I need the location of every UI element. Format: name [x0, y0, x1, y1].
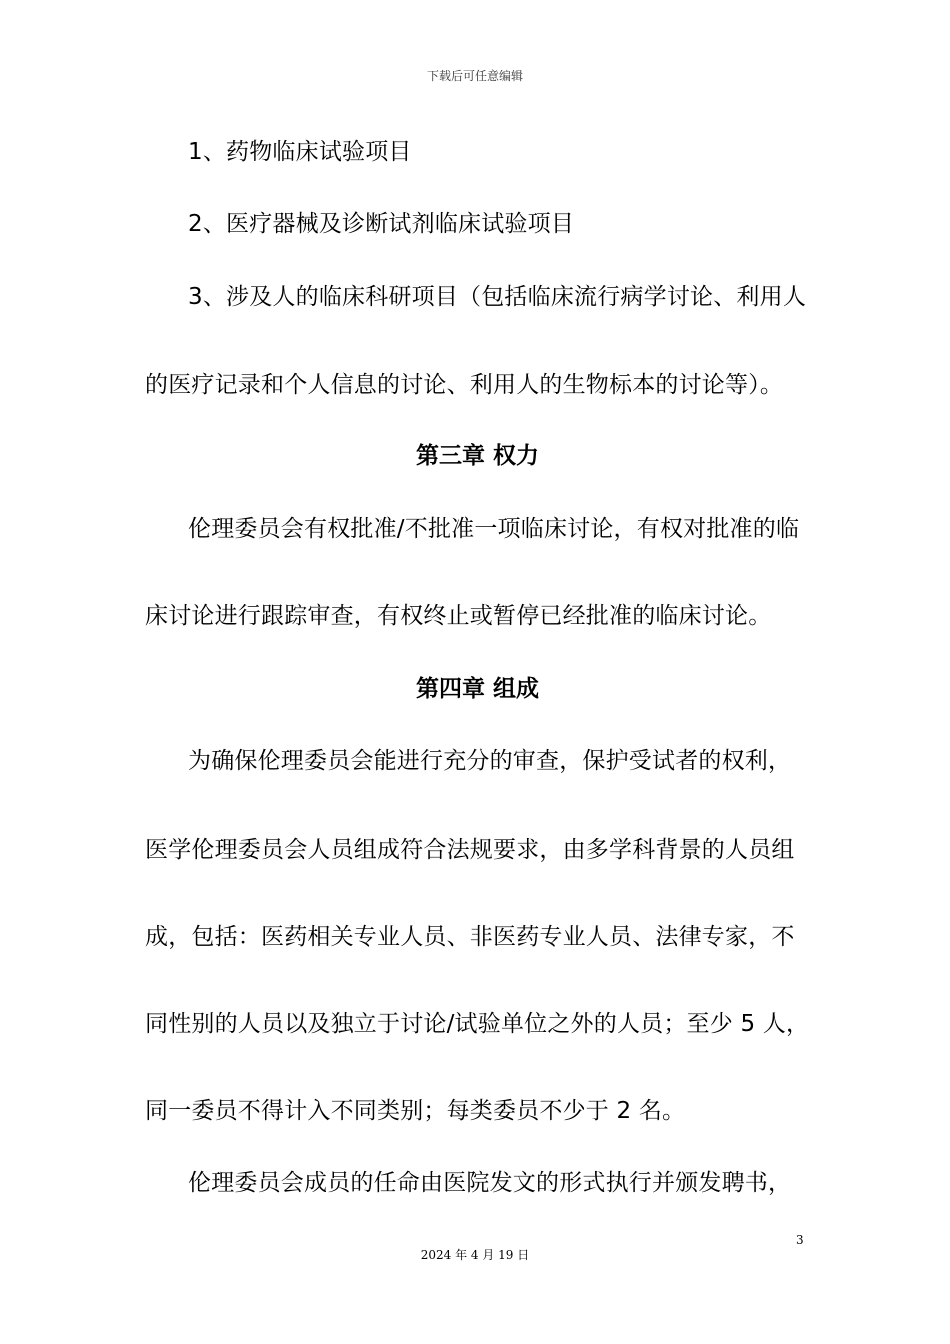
chapter-3-heading: 第三章 权力: [415, 443, 539, 469]
chapter-4-paragraph-line-4: 同性别的人员以及独立于讨论/试验单位之外的人员；至少 5 人，: [145, 1011, 810, 1037]
page-header: 下载后可任意编辑: [426, 69, 523, 83]
list-item-2: 2、医疗器械及诊断试剂临床试验项目: [188, 211, 575, 237]
chapter-3-paragraph-line-2: 床讨论进行跟踪审查，有权终止或暂停已经批准的临床讨论。: [145, 603, 772, 629]
chapter-4-paragraph-2-line-1: 伦理委员会成员的任命由医院发文的形式执行并颁发聘书，: [188, 1170, 792, 1196]
list-item-1: 1、药物临床试验项目: [188, 139, 412, 165]
list-item-3: 3、涉及人的临床科研项目（包括临床流行病学讨论、利用人: [188, 284, 807, 310]
footer-date: 2024 年 4 月 19 日: [420, 1248, 530, 1262]
chapter-4-paragraph-line-3: 成，包括：医药相关专业人员、非医药专业人员、法律专家，不: [145, 924, 795, 950]
page-number: 3: [796, 1233, 804, 1247]
chapter-3-paragraph-line-1: 伦理委员会有权批准/不批准一项临床讨论，有权对批准的临: [188, 516, 800, 542]
list-item-3-continuation: 的医疗记录和个人信息的讨论、利用人的生物标本的讨论等）。: [145, 372, 784, 398]
chapter-4-paragraph-line-5: 同一委员不得计入不同类别；每类委员不少于 2 名。: [145, 1098, 686, 1124]
chapter-4-heading: 第四章 组成: [415, 676, 539, 702]
chapter-4-paragraph-line-1: 为确保伦理委员会能进行充分的审查，保护受试者的权利，: [188, 748, 792, 774]
chapter-4-paragraph-line-2: 医学伦理委员会人员组成符合法规要求，由多学科背景的人员组: [145, 837, 795, 863]
